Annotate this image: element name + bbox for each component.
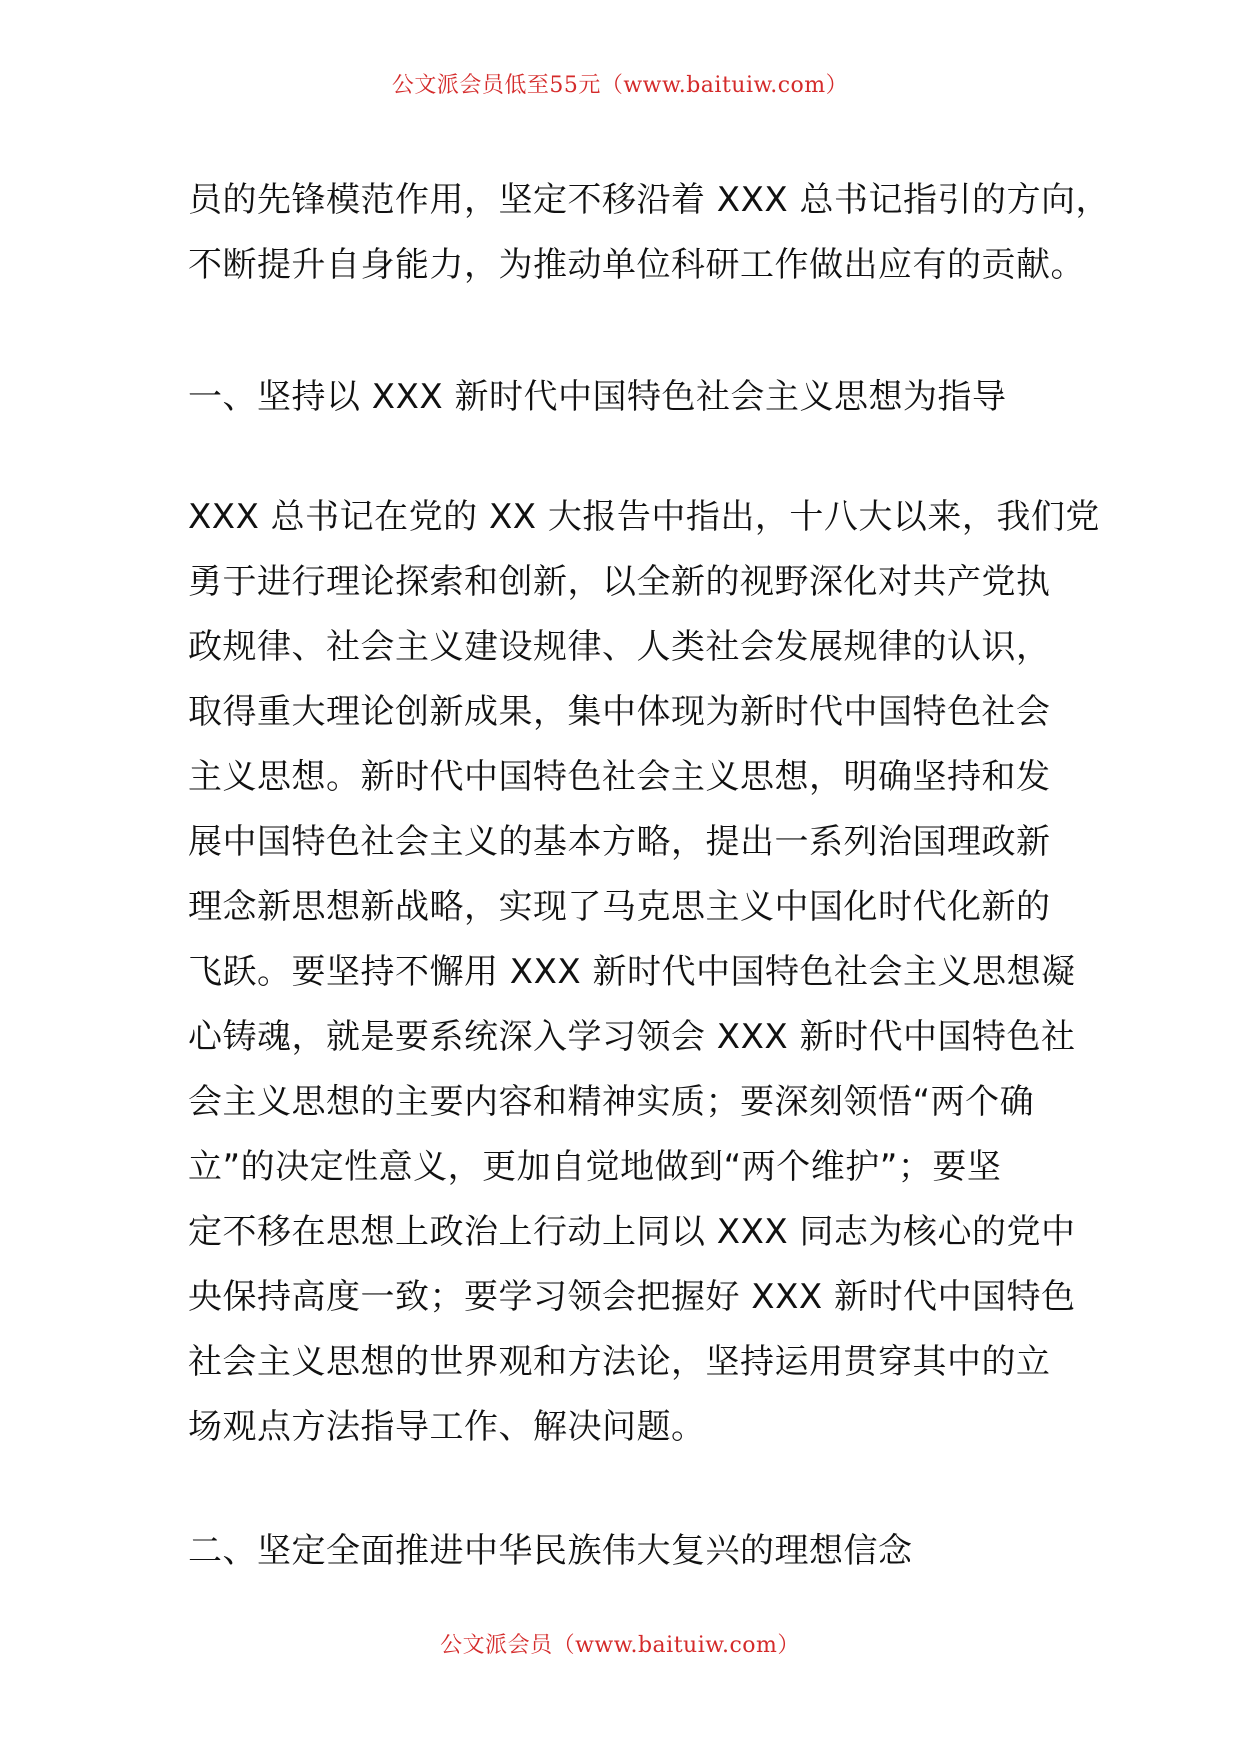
text-line: 立”的决定性意义，更加自觉地做到“两个维护”；要坚 <box>188 1147 1002 1187</box>
text-line: 理念新思想新战略，实现了马克思主义中国化时代化新的 <box>188 887 1051 927</box>
heading-text: 二、坚定全面推进中华民族伟大复兴的理想信念 <box>188 1531 913 1571</box>
text-line: 飞跃。要坚持不懈用 XXX 新时代中国特色社会主义思想凝 <box>188 952 1076 992</box>
text-line: 央保持高度一致；要学习领会把握好 XXX 新时代中国特色 <box>188 1277 1076 1317</box>
document-body <box>188 168 1110 1584</box>
text-line: 展中国特色社会主义的基本方略，提出一系列治国理政新 <box>188 822 1051 862</box>
header-watermark: 公文派会员低至55元（www.baituiw.com） <box>391 73 849 98</box>
text-line: 场观点方法指导工作、解决问题。 <box>188 1407 706 1447</box>
intro-paragraph <box>188 168 1110 298</box>
text-line: 员的先锋模范作用，坚定不移沿着 XXX 总书记指引的方向， <box>188 180 1110 220</box>
text-line: 主义思想。新时代中国特色社会主义思想，明确坚持和发 <box>188 757 1051 797</box>
section-1-paragraph <box>188 485 1100 1460</box>
heading-text: 一、坚持以 XXX 新时代中国特色社会主义思想为指导 <box>188 377 1007 417</box>
footer-watermark: 公文派会员（www.baituiw.com） <box>440 1633 800 1658</box>
text-line: 不断提升自身能力，为推动单位科研工作做出应有的贡献。 <box>188 245 1085 285</box>
text-line: 社会主义思想的世界观和方法论，坚持运用贯穿其中的立 <box>188 1342 1051 1382</box>
section-2-heading <box>188 1519 1088 1584</box>
text-line: 会主义思想的主要内容和精神实质；要深刻领悟“两个确 <box>188 1082 1035 1122</box>
section-1-heading <box>188 365 1088 430</box>
text-line: 取得重大理论创新成果，集中体现为新时代中国特色社会 <box>188 692 1051 732</box>
text-line: XXX 总书记在党的 XX 大报告中指出，十八大以来，我们党 <box>188 497 1100 537</box>
text-line: 政规律、社会主义建设规律、人类社会发展规律的认识， <box>188 627 1051 667</box>
text-line: 心铸魂，就是要系统深入学习领会 XXX 新时代中国特色社 <box>188 1017 1076 1057</box>
text-line: 定不移在思想上政治上行动上同以 XXX 同志为核心的党中 <box>188 1212 1076 1252</box>
text-line: 勇于进行理论探索和创新，以全新的视野深化对共产党执 <box>188 562 1051 602</box>
